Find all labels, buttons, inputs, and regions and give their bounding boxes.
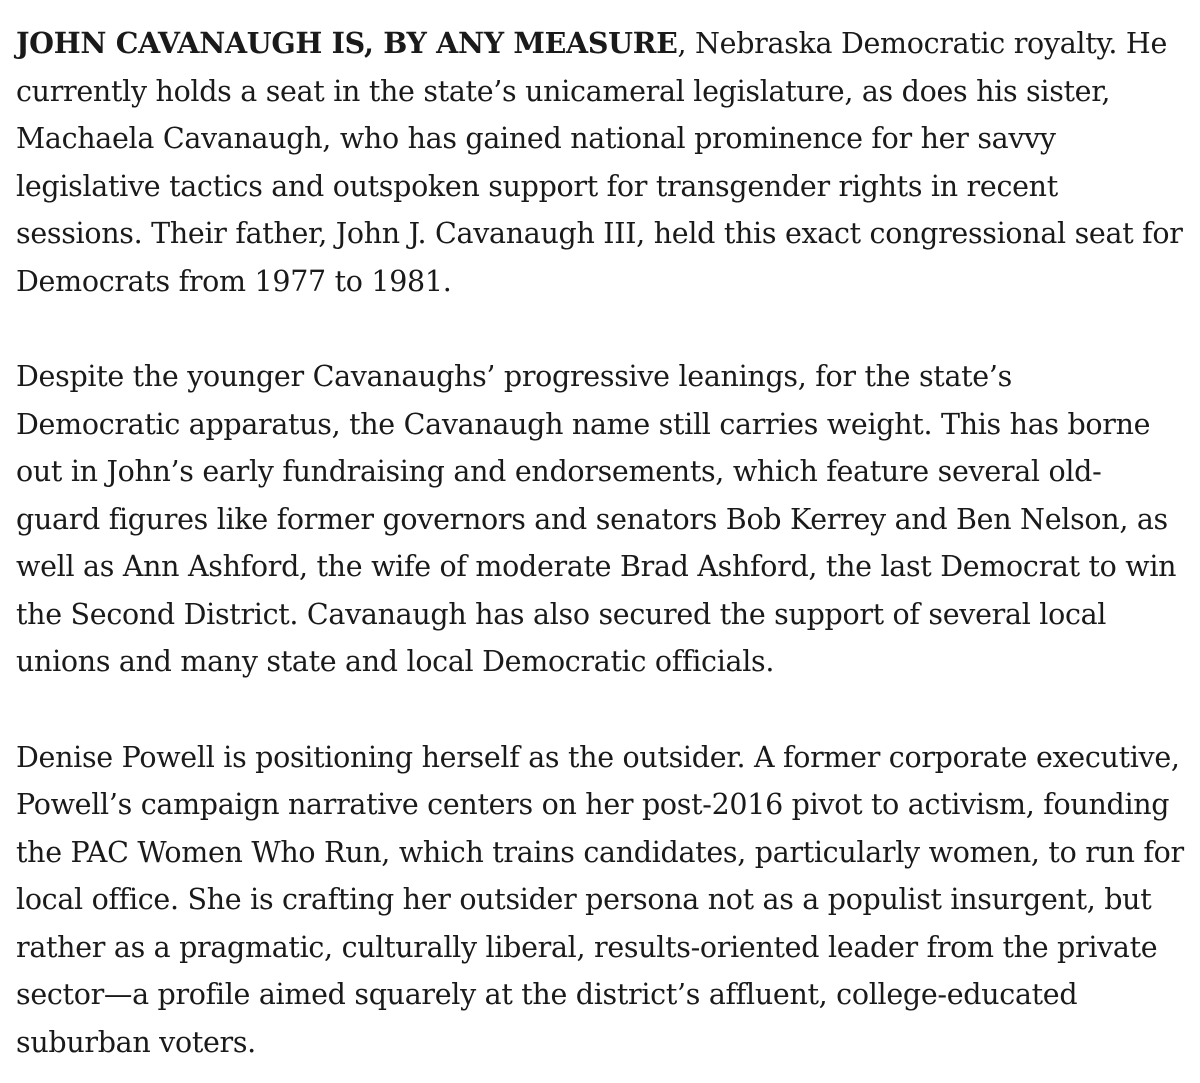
paragraph-2-text: Despite the younger Cavanaughs’ progressive leanings, for the state’s Democratic apparatus, the Cavanaugh name still carries weight. This has borne out in John’s early fundraising and endorsements, which feature several old-guard figures like former governors and senators Bob Kerrey and Ben Nelson, as well as Ann Ashford, the wife of moderate Brad Ashford, the last Democrat to win the Second District. Cavanaugh has also secured the support of several local unions and many state and local Democratic officials. — [16, 360, 1177, 678]
lede-text: JOHN CAVANAUGH IS, BY ANY MEASURE — [16, 26, 678, 60]
paragraph-3-text: Denise Powell is positioning herself as the outsider. A former corporate executive, Powell’s campaign narrative centers on her post-2016 pivot to activism, founding the PAC Women Who Run, which trains candidates, particularly women, to run for local office. She is crafting her outsider persona not as a populist insurgent, but rather as a pragmatic, culturally liberal, results-oriented leader from the private sector—a profile aimed squarely at the district’s affluent, college-educated suburban voters. — [16, 740, 1184, 1059]
paragraph-denise-powell — [16, 734, 1184, 1067]
paragraph-cavanaugh-endorsements — [16, 353, 1184, 686]
paragraph-1-text: , Nebraska Democratic royalty. He currently holds a seat in the state’s unicameral legislature, as does his sister, Machaela Cavanaugh, who has gained national prominence for her savvy legislative tactics and outspoken support for transgender rights in recent sessions. Their father, John J. Cavanaugh III, held this exact congressional seat for Democrats from 1977 to 1981. — [16, 27, 1183, 298]
paragraph-cavanaugh-family — [16, 20, 1184, 305]
